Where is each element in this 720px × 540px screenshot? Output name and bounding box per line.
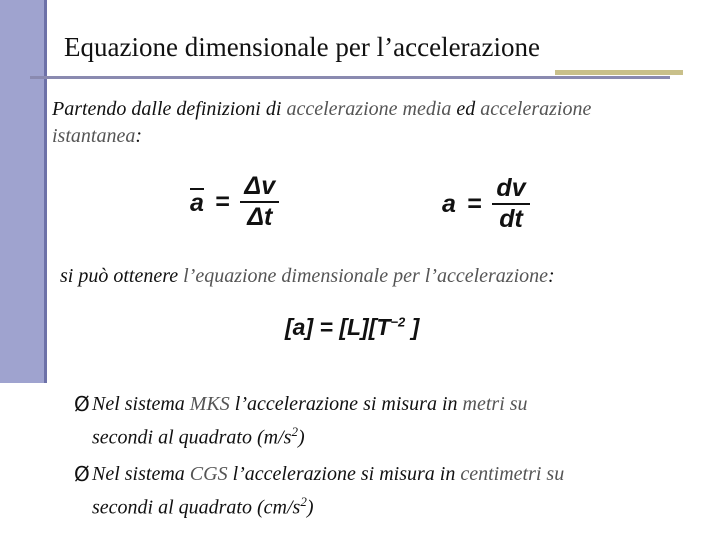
title-underline <box>30 76 670 79</box>
formula-accelerazione-istantanea <box>442 174 530 234</box>
dimensional-close: ] <box>411 314 420 340</box>
bullet-mks <box>92 390 528 452</box>
formula-media-fraction <box>240 172 279 232</box>
formula-media-denominator: Δt <box>247 203 273 231</box>
intro-highlight-istantanea: istantanea <box>52 125 136 147</box>
bullet-mks-system: MKS <box>189 393 230 415</box>
formula-ist-equals: = <box>466 189 482 218</box>
formula-ist-denominator: dt <box>499 205 523 233</box>
bullet-mks-line2: secondi al quadrato (m/s <box>92 426 292 449</box>
dimensional-main: [a] = [L][T <box>285 314 391 340</box>
derive-highlight: l’equazione dimensionale per l’accelerazione <box>183 265 549 287</box>
derive-prefix: si può ottenere <box>60 265 184 287</box>
formula-ist-lhs: a <box>442 189 456 218</box>
intro-text <box>52 96 591 150</box>
bullet-cgs-system: CGS <box>189 463 228 485</box>
slide-sidebar <box>0 0 47 383</box>
title-accent-bar <box>555 70 683 75</box>
bullet-mks-p2: l’accelerazione si misura in <box>229 393 463 415</box>
intro-mid: ed <box>451 98 481 120</box>
formula-media-lhs: a <box>190 189 204 217</box>
arrow-bullet-icon: Ø <box>74 462 90 486</box>
intro-highlight-media: accelerazione media <box>286 98 452 120</box>
bullet-mks-sup: 2 <box>291 424 298 439</box>
formula-accelerazione-media <box>190 172 279 232</box>
dimensional-equation <box>285 314 419 341</box>
bullet-mks-p1: Nel sistema <box>92 393 190 415</box>
bullet-cgs <box>92 460 564 522</box>
bullet-cgs-end: ) <box>306 496 314 519</box>
derive-text <box>60 263 555 290</box>
formula-ist-fraction <box>492 174 529 234</box>
intro-prefix: Partendo dalle definizioni di <box>52 98 287 120</box>
bullet-cgs-p2: l’accelerazione si misura in <box>227 463 461 485</box>
bullet-mks-end: ) <box>297 426 305 449</box>
bullet-cgs-p1: Nel sistema <box>92 463 190 485</box>
arrow-bullet-icon: Ø <box>74 392 90 416</box>
bullet-cgs-unit: centimetri su <box>460 463 565 485</box>
formula-media-equals: = <box>214 187 230 216</box>
dimensional-exponent: −2 <box>390 314 406 330</box>
formula-media-numerator: Δv <box>240 172 279 203</box>
slide-title: Equazione dimensionale per l’accelerazione <box>64 32 540 62</box>
intro-colon: : <box>135 125 143 147</box>
formula-ist-numerator: dv <box>492 174 529 205</box>
bullet-cgs-line2: secondi al quadrato (cm/s <box>92 496 301 519</box>
bullet-mks-unit: metri su <box>462 393 528 415</box>
intro-highlight-accelerazione: accelerazione <box>480 98 592 120</box>
bullet-cgs-sup: 2 <box>300 494 307 509</box>
derive-colon: : <box>548 265 555 287</box>
